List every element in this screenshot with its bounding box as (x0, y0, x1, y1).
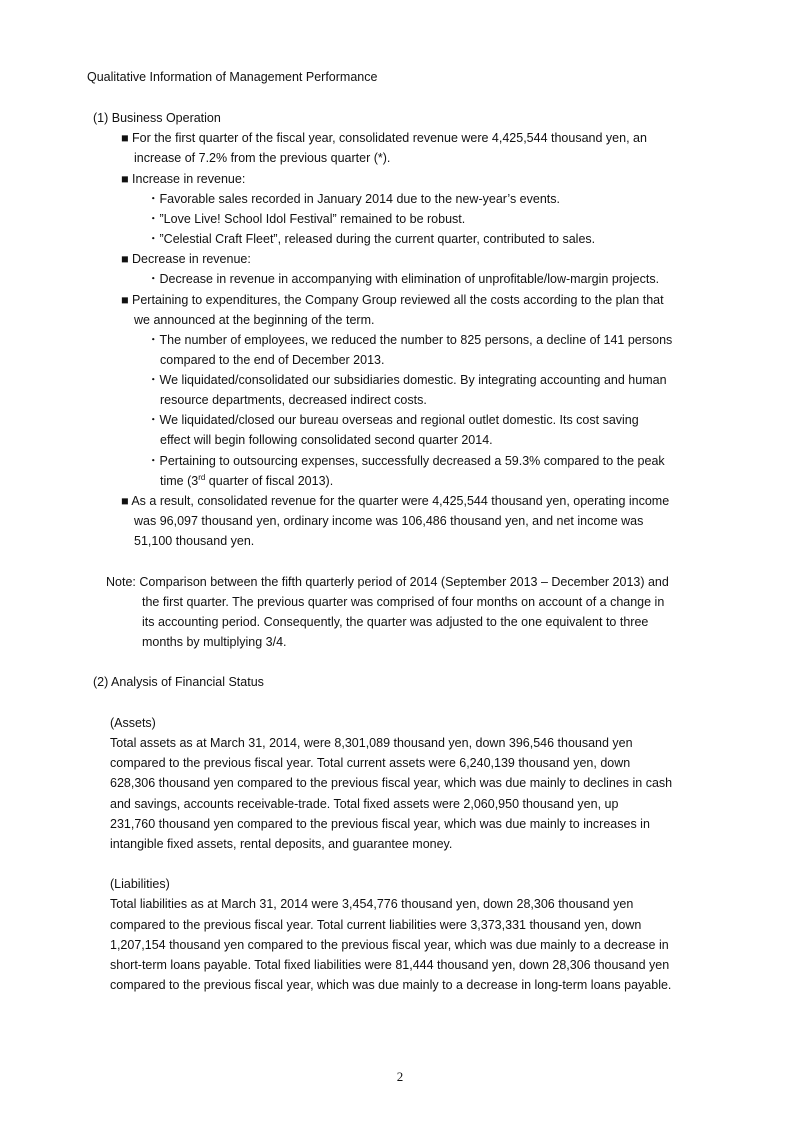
paragraph-line: increase of 7.2% from the previous quarter (*). (134, 151, 391, 165)
paragraph-line: was 96,097 thousand yen, ordinary income was 106,486 thousand yen, and net income was (134, 514, 644, 528)
subheading-assets: (Assets) (110, 716, 156, 730)
note-line: its accounting period. Consequently, the quarter was adjusted to the one equivalent to three (142, 615, 649, 629)
subheading-increase: ■ Increase in revenue: (121, 172, 246, 186)
text-fragment: quarter of fiscal 2013). (205, 474, 334, 488)
paragraph-line: Total assets as at March 31, 2014, were 8,301,089 thousand yen, down 396,546 thousand yen (110, 736, 633, 750)
subheading-liabilities: (Liabilities) (110, 877, 170, 891)
page-title: Qualitative Information of Management Performance (87, 70, 378, 84)
paragraph-line: ■ For the first quarter of the fiscal year, consolidated revenue were 4,425,544 thousand yen, an (121, 131, 647, 145)
list-item: ・”Love Live! School Idol Festival” remained to be robust. (147, 212, 466, 226)
page-number: 2 (396, 1069, 404, 1084)
paragraph-line: compared to the previous fiscal year. Total current assets were 6,240,139 thousand yen, down (110, 756, 631, 770)
note-line: the first quarter. The previous quarter was comprised of four months on account of a change in (142, 595, 665, 609)
list-item-continuation: resource departments, decreased indirect costs. (160, 393, 427, 407)
note-line: Note: Comparison between the fifth quarterly period of 2014 (September 2013 – December 2013) and (106, 575, 669, 589)
paragraph-line: Total liabilities as at March 31, 2014 were 3,454,776 thousand yen, down 28,306 thousand yen (110, 897, 634, 911)
paragraph-line: compared to the previous fiscal year. Total current liabilities were 3,373,331 thousand yen, down (110, 918, 642, 932)
list-item: ・Decrease in revenue in accompanying with elimination of unprofitable/low-margin projects. (147, 272, 660, 286)
list-item-continuation: effect will begin following consolidated second quarter 2014. (160, 433, 493, 447)
paragraph-line: and savings, accounts receivable-trade. Total fixed assets were 2,060,950 thousand yen, up (110, 797, 619, 811)
paragraph-line: short-term loans payable. Total fixed liabilities were 81,444 thousand yen, down 28,306 thousand yen (110, 958, 670, 972)
note-line: months by multiplying 3/4. (142, 635, 287, 649)
list-item: ・”Celestial Craft Fleet”, released during the current quarter, contributed to sales. (147, 232, 596, 246)
list-item-continuation: compared to the end of December 2013. (160, 353, 385, 367)
list-item-continuation (160, 473, 333, 489)
paragraph-line: 1,207,154 thousand yen compared to the previous fiscal year, which was due mainly to a decrease in (110, 938, 669, 952)
paragraph-line: ■ Pertaining to expenditures, the Company Group reviewed all the costs according to the plan that (121, 293, 664, 307)
subheading-decrease: ■ Decrease in revenue: (121, 252, 251, 266)
superscript: rd (198, 472, 206, 482)
list-item: ・We liquidated/closed our bureau overseas and regional outlet domestic. Its cost saving (147, 413, 639, 427)
paragraph-line: 231,760 thousand yen compared to the previous fiscal year, which was due mainly to increases in (110, 817, 650, 831)
list-item: ・Pertaining to outsourcing expenses, successfully decreased a 59.3% compared to the peak (147, 454, 665, 468)
list-item: ・Favorable sales recorded in January 2014 due to the new-year’s events. (147, 192, 560, 206)
paragraph-line: intangible fixed assets, rental deposits, and guarantee money. (110, 837, 453, 851)
paragraph-line: 628,306 thousand yen compared to the previous fiscal year, which was due mainly to declines in cash (110, 776, 673, 790)
paragraph-line: 51,100 thousand yen. (134, 534, 255, 548)
text-fragment: time (3 (160, 474, 199, 488)
paragraph-line: we announced at the beginning of the term. (134, 313, 375, 327)
paragraph-line: compared to the previous fiscal year, which was due mainly to a decrease in long-term loans payable. (110, 978, 672, 992)
section-heading-financial: (2) Analysis of Financial Status (93, 675, 264, 689)
list-item: ・The number of employees, we reduced the number to 825 persons, a decline of 141 persons (147, 333, 673, 347)
section-heading-business: (1) Business Operation (93, 111, 221, 125)
paragraph-line: ■ As a result, consolidated revenue for the quarter were 4,425,544 thousand yen, operating income (121, 494, 670, 508)
list-item: ・We liquidated/consolidated our subsidiaries domestic. By integrating accounting and human (147, 373, 667, 387)
